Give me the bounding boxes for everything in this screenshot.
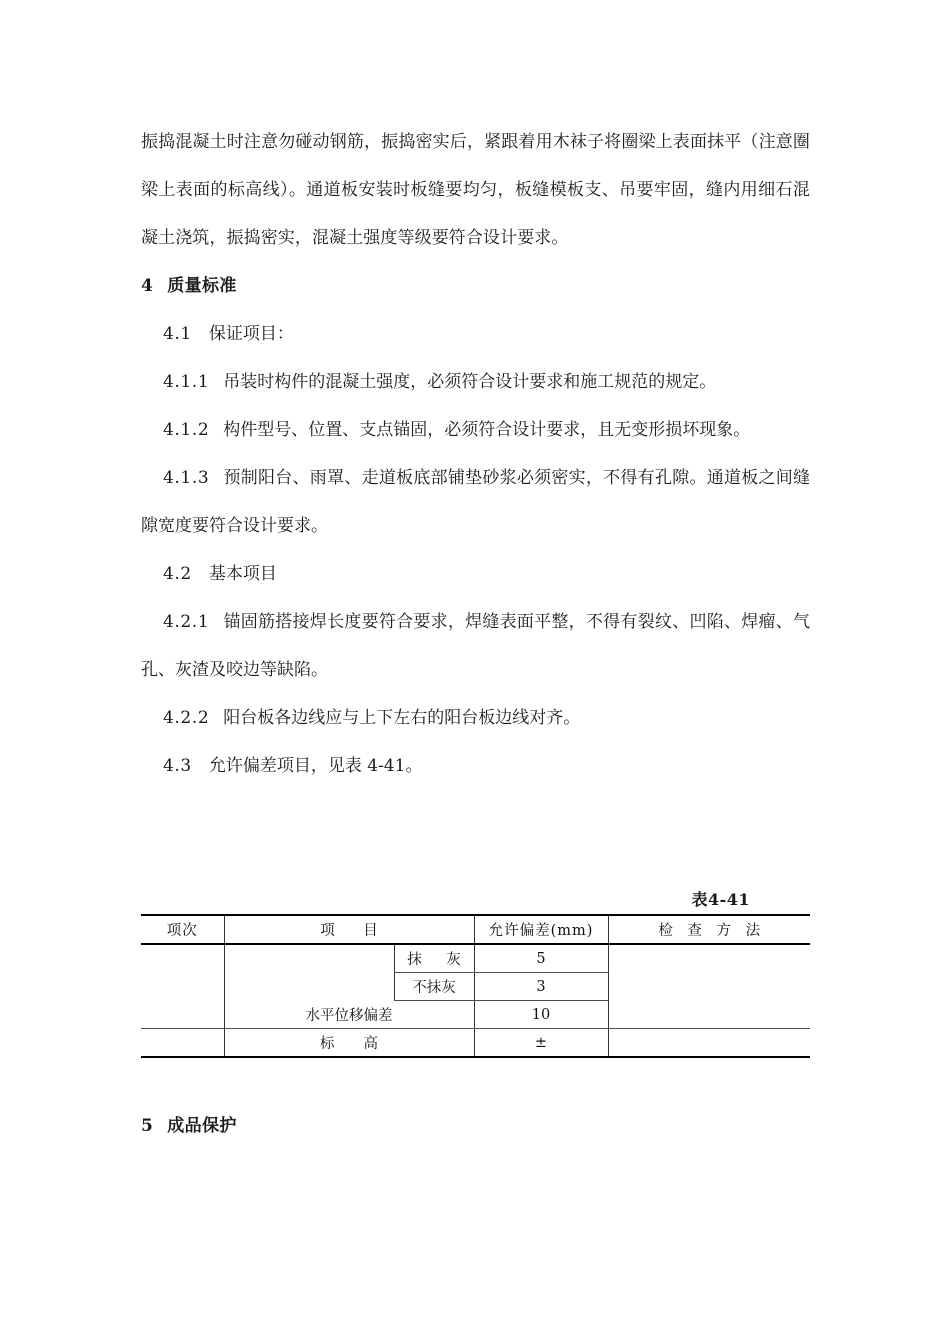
item-4-2-2 xyxy=(141,694,810,742)
header-cell-seq: 项次 xyxy=(141,915,224,944)
cell-tolerance-4: ± xyxy=(474,1029,608,1058)
table-row xyxy=(141,1001,810,1029)
item-4-1-2-number: 4.1.2 xyxy=(163,420,210,440)
section-heading-4 xyxy=(141,262,810,310)
top-margin-spacer xyxy=(141,0,810,118)
subsection-4-3 xyxy=(141,742,810,790)
item-4-2-1-number: 4.2.1 xyxy=(163,612,210,632)
subsection-4-1-title: 保证项目： xyxy=(208,324,294,344)
table-header-row xyxy=(141,915,810,944)
header-cell-item: 项 目 xyxy=(224,915,474,944)
cell-method-3 xyxy=(608,1001,810,1029)
item-4-1-1 xyxy=(141,358,810,406)
tolerance-table xyxy=(141,914,810,1058)
header-cell-method: 检 查 方 法 xyxy=(608,915,810,944)
item-4-2-2-text: 阳台板各边线应与上下左右的阳台板边线对齐。 xyxy=(223,708,581,728)
section-5-number: 5 xyxy=(141,1116,154,1136)
tolerance-table-block xyxy=(141,886,810,1058)
cell-tolerance-2: 3 xyxy=(474,973,608,1001)
item-4-1-3-text: 预制阳台、雨罩、走道板底部铺垫砂浆必须密实，不得有孔隙。通道板之间缝隙宽度要符合设计要求。 xyxy=(141,468,810,536)
subsection-4-3-number: 4.3 xyxy=(163,756,192,776)
subsection-4-2-number: 4.2 xyxy=(163,564,192,584)
cell-method-4 xyxy=(608,1029,810,1058)
section-4-number: 4 xyxy=(141,276,154,296)
cell-item-3: 水平位移偏差 xyxy=(224,1001,474,1029)
item-4-2-2-number: 4.2.2 xyxy=(163,708,210,728)
cell-method-1 xyxy=(608,944,810,1001)
header-cell-tolerance: 允许偏差(mm) xyxy=(474,915,608,944)
table-caption: 表4-41 xyxy=(691,890,750,909)
item-4-1-3-number: 4.1.3 xyxy=(163,468,210,488)
item-4-2-1 xyxy=(141,598,810,694)
cell-sub-2: 不抹灰 xyxy=(394,973,474,1001)
subsection-4-1 xyxy=(141,310,810,358)
table-row xyxy=(141,1029,810,1058)
item-4-1-1-number: 4.1.1 xyxy=(163,372,210,392)
cell-sub-1: 抹 灰 xyxy=(394,944,474,973)
subsection-4-2 xyxy=(141,550,810,598)
pre-table-spacer-2 xyxy=(141,838,810,886)
cell-seq-3 xyxy=(141,1001,224,1029)
cell-tolerance-3: 10 xyxy=(474,1001,608,1029)
item-4-1-3 xyxy=(141,454,810,550)
subsection-4-3-text: 允许偏差项目，见表 4-41。 xyxy=(208,756,423,776)
subsection-4-1-number: 4.1 xyxy=(163,324,192,344)
pre-table-spacer xyxy=(141,790,810,838)
section-4-title: 质量标准 xyxy=(167,276,237,296)
page-content xyxy=(141,0,810,1150)
table-row xyxy=(141,944,810,973)
section-5-title: 成品保护 xyxy=(167,1116,237,1136)
cell-seq-1 xyxy=(141,944,224,1001)
cell-seq-4 xyxy=(141,1029,224,1058)
post-table-spacer xyxy=(141,1058,810,1102)
cell-item-1 xyxy=(224,944,394,1001)
item-4-1-2 xyxy=(141,406,810,454)
cell-item-4: 标 高 xyxy=(224,1029,474,1058)
section-heading-5 xyxy=(141,1102,810,1150)
cell-tolerance-1: 5 xyxy=(474,944,608,973)
item-4-2-1-text: 锚固筋搭接焊长度要符合要求，焊缝表面平整，不得有裂纹、凹陷、焊瘤、气孔、灰渣及咬边等缺陷。 xyxy=(141,612,810,680)
intro-paragraph: 振捣混凝土时注意勿碰动钢筋，振捣密实后，紧跟着用木袜子将圈梁上表面抹平（注意圈梁上表面的标高线）。通道板安装时板缝要均匀，板缝模板支、吊要牢固，缝内用细石混凝土浇筑，振捣密实，混凝土强度等级要符合设计要求。 xyxy=(141,132,810,248)
item-4-1-1-text: 吊装时构件的混凝土强度，必须符合设计要求和施工规范的规定。 xyxy=(223,372,717,392)
item-4-1-2-text: 构件型号、位置、支点锚固，必须符合设计要求，且无变形损坏现象。 xyxy=(223,420,751,440)
subsection-4-2-title: 基本项目 xyxy=(208,564,277,584)
